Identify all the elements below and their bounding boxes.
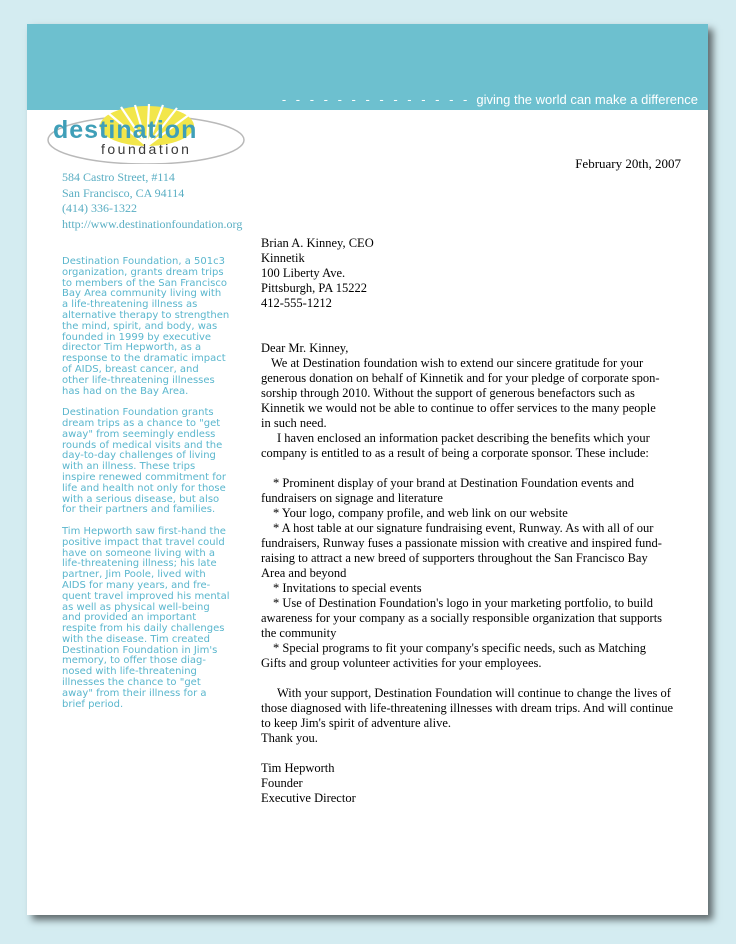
letterhead-page (27, 24, 708, 915)
sidebar-line: for their partners and families. (62, 504, 216, 516)
logo-word-destination: destination (53, 116, 198, 144)
benefit-item (261, 581, 681, 596)
recipient-block (261, 236, 681, 311)
sidebar-line: organization, grants dream trips (62, 266, 224, 278)
paragraph-closing (261, 686, 681, 731)
sidebar-line: respite from his daily challenges (62, 623, 225, 635)
signature-block (261, 761, 681, 806)
sidebar-line: positive impact that travel could (62, 536, 225, 548)
sidebar-line: Destination Foundation grants (62, 407, 214, 419)
benefit-line: fundraisers on signage and literature (261, 491, 443, 505)
sidebar-line: the mind, spirit, and body, was (62, 320, 218, 332)
benefit-line: * Prominent display of your brand at Destination Foundation events and (273, 476, 635, 490)
sidebar-line: life and health not only for those (62, 482, 226, 494)
address-phone: (414) 336-1322 (62, 201, 137, 215)
address-city: San Francisco, CA 94114 (62, 185, 185, 200)
sidebar-line: memory, to offer those diag- (62, 655, 206, 667)
benefit-item (261, 521, 681, 581)
sidebar-line: away" from seemingly endless (62, 428, 216, 440)
sidebar-line: with the disease. Tim created (62, 633, 210, 645)
sidebar-line: rounds of medical visits and the (62, 439, 223, 451)
benefit-item (261, 596, 681, 641)
paragraph-line: Kinnetik we would not be able to continue to offer services to the many people (261, 401, 656, 415)
paragraph-benefits (261, 431, 681, 461)
paragraph-line: I haven enclosed an information packet describing the benefits which your (277, 431, 650, 445)
benefit-line: * Special programs to fit your company's specific needs, such as Matching (273, 641, 646, 655)
sidebar-line: alternative therapy to strengthen (62, 309, 230, 321)
benefit-item (261, 641, 681, 671)
sidebar-paragraph (62, 257, 237, 397)
paragraph-line: sorship through 2010. Without the support of generous benefactors such as (261, 386, 635, 400)
benefit-item (261, 476, 681, 506)
tagline (282, 92, 698, 107)
sidebar-line: life-threatening illness; his late (62, 558, 217, 570)
benefit-line: * Use of Destination Foundation's logo in your marketing portfolio, to build (273, 596, 653, 610)
sidebar-line: Destination Foundation, a 501c3 (62, 256, 225, 267)
signature-line: Tim Hepworth (261, 761, 335, 775)
paragraph-line: generous donation on behalf of Kinnetik and for your pledge of corporate spon- (261, 371, 660, 385)
sidebar-line: as well as physical well-being (62, 601, 210, 613)
paragraph-line: those diagnosed with life-threatening illnesses with dream trips. And will continue (261, 701, 674, 715)
foundation-logo (45, 104, 255, 164)
address-street: 584 Castro Street, #114 (62, 170, 175, 184)
recipient-line: Pittsburgh, PA 15222 (261, 281, 367, 295)
benefit-line: raising to attract a new breed of supporters throughout the San Francisco Bay (261, 551, 648, 565)
paragraph-line: company is entitled to as a result of being a corporate sponsor. These include: (261, 446, 649, 460)
tagline-text: giving the world can make a difference (476, 92, 698, 107)
sidebar-line: AIDS for many years, and fre- (62, 579, 211, 591)
recipient-line: 100 Liberty Ave. (261, 266, 346, 280)
signature-line: Executive Director (261, 791, 356, 805)
sidebar-line: inspire renewed commitment for (62, 471, 226, 483)
signature-line: Founder (261, 776, 303, 790)
sidebar-line: nosed with life-threatening (62, 666, 197, 678)
sidebar-line: dream trips as a chance to "get (62, 417, 221, 429)
recipient-line: 412-555-1212 (261, 296, 332, 310)
sidebar-line: brief period. (62, 698, 124, 710)
sidebar-line: day-to-day challenges of living (62, 450, 216, 462)
salutation: Dear Mr. Kinney, (261, 341, 349, 355)
sidebar-line: has had on the Bay Area. (62, 385, 189, 397)
sidebar-line: to members of the San Francisco (62, 277, 227, 289)
address-block (62, 170, 242, 232)
sidebar-line: partner, Jim Poole, lived with (62, 569, 206, 581)
benefit-line: awareness for your company as a socially responsible organization that supports (261, 611, 663, 625)
sidebar-line: and provided an important (62, 612, 197, 624)
benefits-list (261, 476, 681, 671)
sidebar-line: illnesses the chance to "get (62, 677, 201, 689)
sidebar-line: away" from their illness for a (62, 687, 207, 699)
benefit-line: * Your logo, company profile, and web link on our website (273, 506, 568, 520)
recipient-line: Kinnetik (261, 251, 305, 265)
sidebar-paragraph (62, 527, 237, 711)
tagline-dashes: - - - - - - - - - - - - - - (281, 92, 471, 107)
sidebar-line: Tim Hepworth saw first-hand the (62, 525, 226, 537)
benefit-item (261, 506, 681, 521)
benefit-line: * Invitations to special events (273, 581, 422, 595)
sidebar-line: other life-threatening illnesses (62, 374, 215, 386)
sidebar-paragraph (62, 408, 237, 516)
paragraph-line: to keep Jim's spirit of adventure alive. (261, 716, 452, 730)
sidebar-about (62, 257, 237, 721)
paragraph-line: With your support, Destination Foundation will continue to change the lives of (277, 686, 671, 700)
sidebar-line: have on someone living with a (62, 547, 215, 559)
benefit-line: fundraisers, Runway fuses a passionate mission with creative and inspired fund- (261, 536, 662, 550)
recipient-line: Brian A. Kinney, CEO (261, 236, 374, 250)
benefit-line: * A host table at our signature fundraising event, Runway. As with all of our (273, 521, 654, 535)
logo-word-foundation: foundation (101, 141, 192, 157)
sidebar-line: director Tim Hepworth, as a (62, 342, 202, 354)
thanks-line: Thank you. (261, 731, 318, 745)
paragraph-line: We at Destination foundation wish to extend our sincere gratitude for your (271, 356, 644, 370)
sidebar-line: with a serious disease, but also (62, 493, 220, 505)
sidebar-line: founded in 1999 by executive (62, 331, 212, 343)
sidebar-line: Bay Area community living with (62, 288, 222, 300)
paragraph-gratitude (261, 356, 681, 431)
sidebar-line: Destination Foundation in Jim's (62, 644, 218, 656)
letter-date: February 20th, 2007 (575, 156, 681, 171)
sidebar-line: with an illness. These trips (62, 461, 196, 473)
sidebar-line: of AIDS, breast cancer, and (62, 363, 199, 375)
sidebar-line: a life-threatening illness as (62, 299, 198, 311)
letter-body (261, 236, 681, 806)
benefit-line: the community (261, 626, 337, 640)
paragraph-line: in such need. (261, 416, 327, 430)
address-website: http://www.destinationfoundation.org (62, 216, 243, 231)
benefit-line: Area and beyond (261, 566, 347, 580)
benefit-line: Gifts and group volunteer activities for your employees. (261, 656, 542, 670)
sidebar-line: response to the dramatic impact (62, 353, 226, 365)
sidebar-line: quent travel improved his mental (62, 590, 230, 602)
